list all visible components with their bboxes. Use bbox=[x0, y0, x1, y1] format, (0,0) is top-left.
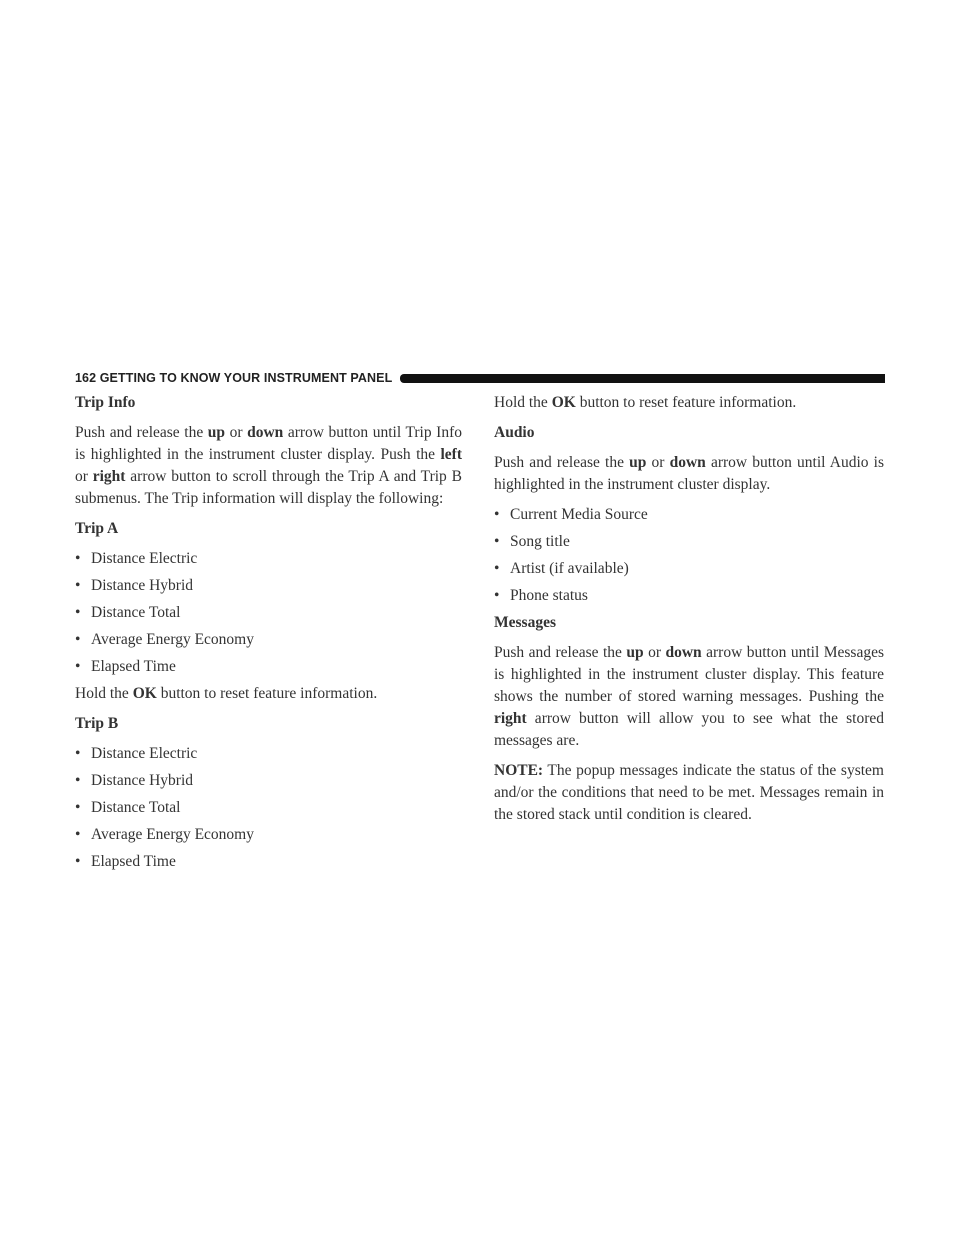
list-item: • Phone status bbox=[494, 585, 884, 607]
bullet-icon: • bbox=[75, 745, 81, 762]
bullet-icon: • bbox=[75, 772, 81, 789]
trip-a-hold-paragraph: Hold the OK button to reset feature information. bbox=[75, 685, 378, 702]
bullet-icon: • bbox=[75, 577, 81, 594]
ok-keyword: OK bbox=[551, 394, 576, 411]
down-keyword: down bbox=[669, 454, 706, 471]
header-rule bbox=[400, 374, 885, 383]
audio-list bbox=[494, 504, 884, 607]
up-keyword: up bbox=[626, 644, 644, 661]
trip-info-paragraph: Push and release the up or down arrow button until Trip Info is highlighted in the instrument cluster display. Push the left or right arrow button to scroll through the Trip A and Trip B submenus. The Trip information will display the following: bbox=[75, 424, 462, 507]
list-item: • Song title bbox=[494, 531, 884, 553]
messages-heading: Messages bbox=[494, 614, 556, 631]
bullet-icon: • bbox=[75, 604, 81, 621]
bullet-icon: • bbox=[494, 506, 500, 523]
list-item: • Elapsed Time bbox=[75, 656, 462, 678]
note-label: NOTE: bbox=[494, 762, 544, 779]
list-item: • Current Media Source bbox=[494, 504, 884, 526]
bullet-icon: • bbox=[75, 658, 81, 675]
messages-paragraph: Push and release the up or down arrow button until Messages is highlighted in the instrument cluster display. This feature shows the number of stored warning messages. Pushing the right arrow button will allow you to see what the stored messages are. bbox=[494, 644, 884, 749]
list-item: • Distance Electric bbox=[75, 548, 462, 570]
trip-a-list bbox=[75, 548, 462, 678]
bullet-icon: • bbox=[494, 587, 500, 604]
bullet-icon: • bbox=[75, 799, 81, 816]
bullet-icon: • bbox=[494, 533, 500, 550]
section-title: GETTING TO KNOW YOUR INSTRUMENT PANEL bbox=[99, 371, 393, 385]
audio-heading: Audio bbox=[494, 424, 535, 441]
bullet-icon: • bbox=[75, 550, 81, 567]
list-item: • Average Energy Economy bbox=[75, 629, 462, 651]
ok-keyword: OK bbox=[132, 685, 157, 702]
list-item: • Distance Hybrid bbox=[75, 575, 462, 597]
bullet-icon: • bbox=[75, 631, 81, 648]
header-text bbox=[75, 371, 392, 385]
page-header bbox=[75, 370, 885, 386]
down-keyword: down bbox=[247, 424, 284, 441]
down-keyword: down bbox=[665, 644, 702, 661]
trip-b-heading: Trip B bbox=[75, 715, 119, 732]
list-item: • Average Energy Economy bbox=[75, 824, 462, 846]
list-item: • Elapsed Time bbox=[75, 851, 462, 873]
bullet-icon: • bbox=[494, 560, 500, 577]
right-keyword: right bbox=[494, 710, 527, 727]
up-keyword: up bbox=[207, 424, 226, 441]
trip-b-list bbox=[75, 743, 462, 873]
left-keyword: left bbox=[440, 446, 462, 463]
list-item: • Distance Electric bbox=[75, 743, 462, 765]
bullet-icon: • bbox=[75, 826, 81, 843]
list-item: • Distance Total bbox=[75, 797, 462, 819]
bullet-icon: • bbox=[75, 853, 81, 870]
right-keyword: right bbox=[92, 468, 126, 485]
note-paragraph: NOTE: The popup messages indicate the status of the system and/or the conditions that need to be met. Messages remain in the stored stack until condition is cleared. bbox=[494, 762, 884, 823]
list-item: • Distance Hybrid bbox=[75, 770, 462, 792]
right-hold-paragraph: Hold the OK button to reset feature information. bbox=[494, 394, 797, 411]
audio-paragraph: Push and release the up or down arrow button until Audio is highlighted in the instrument cluster display. bbox=[494, 454, 884, 493]
trip-info-heading: Trip Info bbox=[75, 394, 136, 411]
right-column bbox=[494, 392, 884, 834]
up-keyword: up bbox=[629, 454, 647, 471]
left-column bbox=[75, 392, 462, 878]
trip-a-heading: Trip A bbox=[75, 520, 119, 537]
list-item: • Artist (if available) bbox=[494, 558, 884, 580]
page-number: 162 bbox=[75, 371, 97, 385]
list-item: • Distance Total bbox=[75, 602, 462, 624]
